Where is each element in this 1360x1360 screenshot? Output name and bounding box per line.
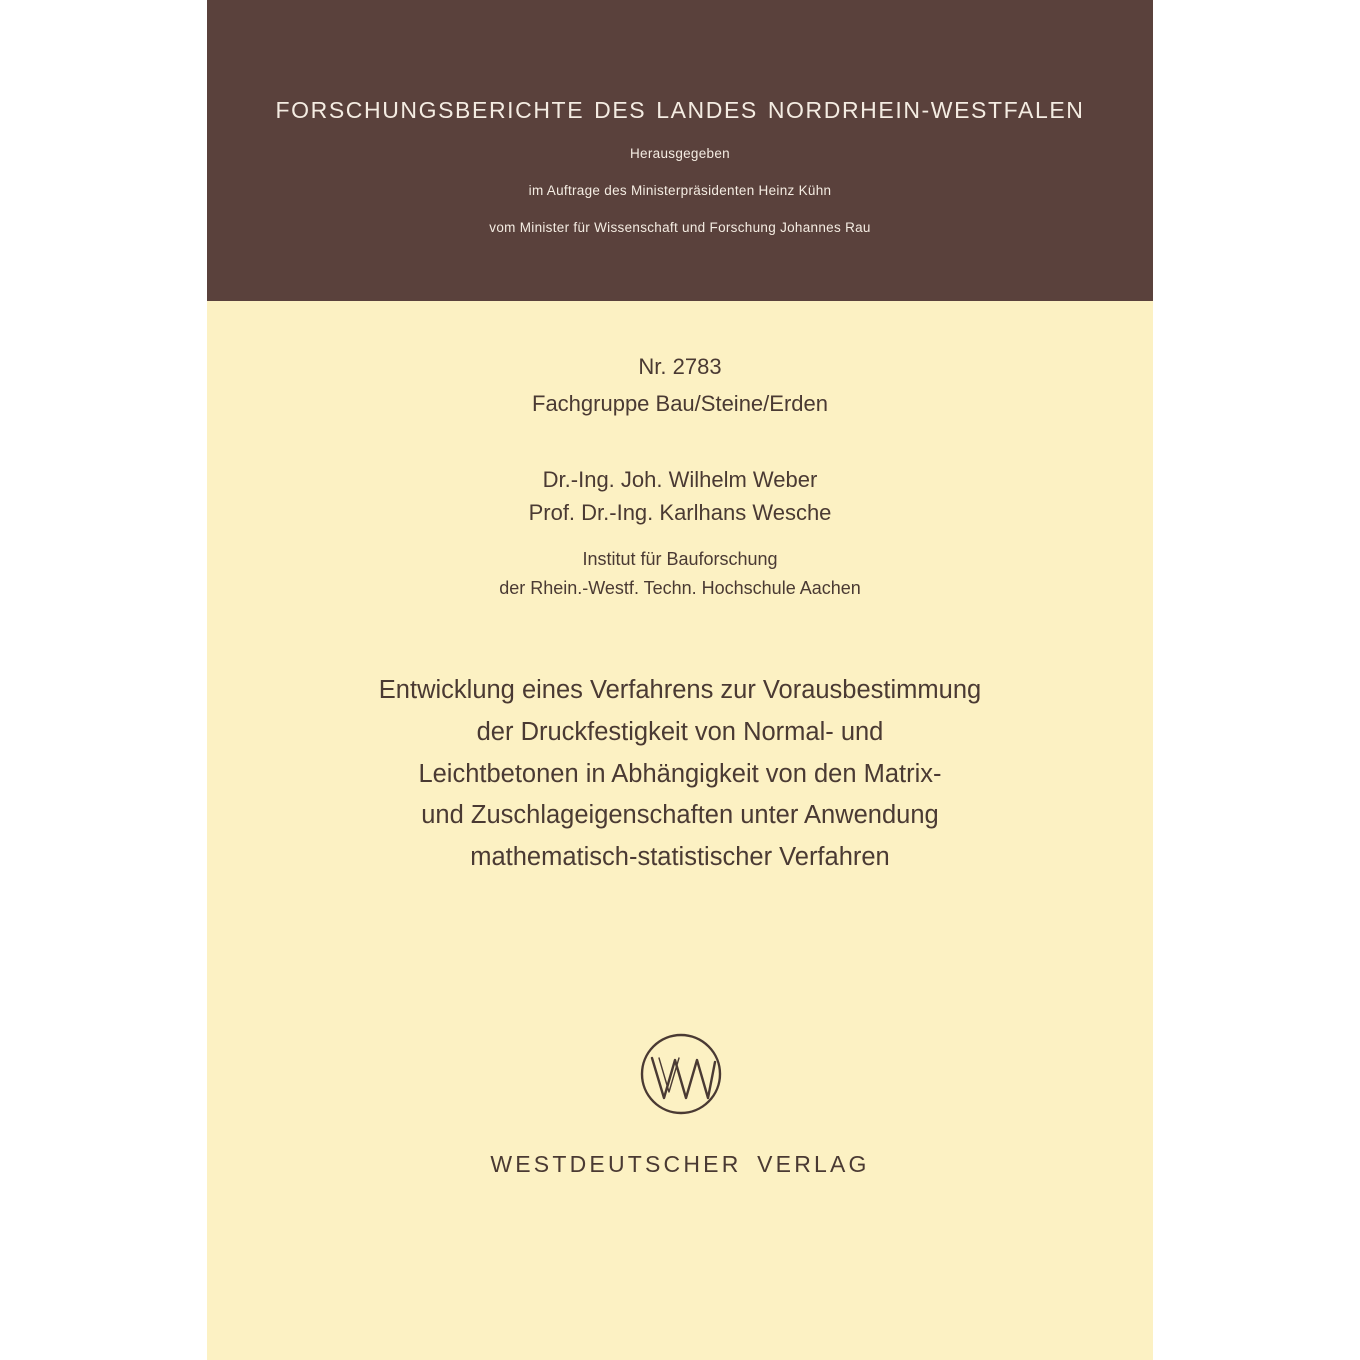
book-title-line: Entwicklung eines Verfahrens zur Vorausbestimmung [378, 676, 982, 704]
author-name: Prof. Dr.-Ing. Karlhans Wesche [528, 500, 832, 525]
subject-group: Fachgruppe Bau/Steine/Erden [532, 391, 828, 416]
commission-line: im Auftrage des Ministerpräsidenten Heinz Kühn [528, 183, 832, 198]
publisher-logo-icon [639, 1032, 723, 1116]
institute-name: der Rhein.-Westf. Techn. Hochschule Aachen [499, 578, 861, 598]
report-number: Nr. 2783 [638, 354, 722, 379]
book-title-line: der Druckfestigkeit von Normal- und [476, 718, 884, 746]
book-title-line: mathematisch-statistischer Verfahren [470, 843, 890, 871]
publisher-name: WESTDEUTSCHER VERLAG [490, 1151, 870, 1177]
series-title: FORSCHUNGSBERICHTE DES LANDES NORDRHEIN-WESTFALEN [275, 97, 1085, 123]
book-title-line: und Zuschlageigenschaften unter Anwendung [421, 801, 939, 829]
header-band [207, 0, 1153, 301]
author-name: Dr.-Ing. Joh. Wilhelm Weber [542, 467, 818, 492]
institute-name: Institut für Bauforschung [582, 549, 778, 569]
book-cover [207, 0, 1153, 1360]
minister-line: vom Minister für Wissenschaft und Forschung Johannes Rau [489, 220, 871, 235]
editor-line: Herausgegeben [630, 146, 730, 161]
book-title-line: Leichtbetonen in Abhängigkeit von den Matrix- [418, 760, 942, 788]
